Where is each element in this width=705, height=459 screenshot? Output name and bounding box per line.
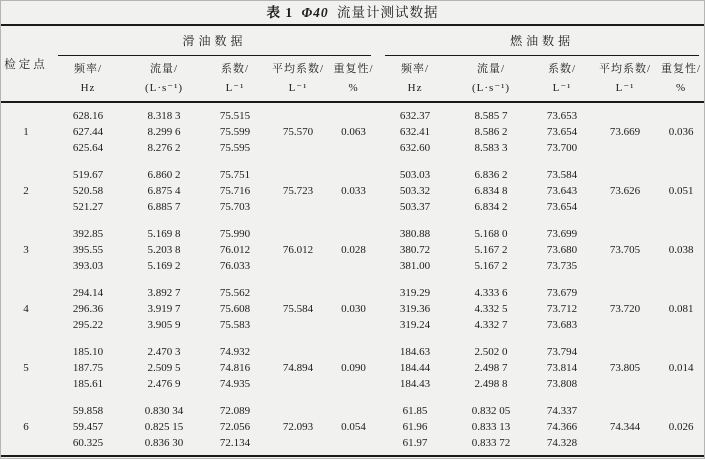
- cell-oil-coef: 72.134: [219, 437, 251, 449]
- cell-oil-rep: [329, 285, 378, 301]
- cell-fuel-avg: [594, 285, 656, 301]
- cell-fuel-avg: 73.805: [609, 362, 641, 374]
- cell-oil-coef: 75.515: [219, 110, 251, 122]
- spacer-cell: [1, 333, 705, 344]
- cell-fuel-rep: [656, 102, 705, 124]
- cell-oil-coef: 75.608: [219, 303, 251, 315]
- measurement-row-point-2: [1, 183, 705, 199]
- cell-fuel-avg: [594, 435, 656, 456]
- cell-oil-coef: 74.932: [219, 346, 251, 358]
- cell-oil-freq: 59.457: [72, 421, 104, 433]
- cell-fuel-freq: 61.96: [402, 421, 428, 433]
- cell-oil-avg: [267, 285, 329, 301]
- spacer-cell: [1, 156, 705, 167]
- cell-oil-avg: 74.894: [282, 362, 314, 374]
- cell-oil-freq: 395.55: [72, 244, 104, 256]
- cell-oil-avg: [267, 344, 329, 360]
- cell-oil-flow: 3.919 7: [147, 303, 181, 315]
- measurement-row-point-3: [1, 242, 705, 258]
- cell-fuel-freq: 61.97: [402, 437, 428, 449]
- measurement-row-point-1: [1, 124, 705, 140]
- fuel-flow-header: 流量/ (L·s⁻¹): [452, 56, 530, 102]
- cell-oil-flow: 5.169 8: [147, 228, 181, 240]
- measurement-row-point-6: [1, 419, 705, 435]
- cell-oil-coef: 74.816: [219, 362, 251, 374]
- cell-fuel-coef: 73.643: [546, 185, 578, 197]
- cell-fuel-coef: 73.699: [546, 228, 578, 240]
- spacer-cell: [1, 274, 705, 285]
- cell-oil-coef: 72.089: [219, 405, 251, 417]
- cell-oil-avg: [267, 199, 329, 215]
- group-header-fuel: [378, 25, 705, 56]
- cell-fuel-flow: 5.168 0: [474, 228, 508, 240]
- cell-oil-freq: 520.58: [72, 185, 104, 197]
- cell-oil-rep: [329, 317, 378, 333]
- block-spacer: [1, 333, 705, 344]
- cell-fuel-rep: 0.036: [668, 126, 694, 138]
- cell-fuel-rep: [656, 403, 705, 419]
- cell-fuel-rep: [656, 285, 705, 301]
- cell-fuel-freq: 503.32: [399, 185, 431, 197]
- cell-point: [1, 435, 51, 456]
- caption-table-number: 表 1: [266, 5, 294, 20]
- group-header-fuel-label: 燃油数据: [385, 32, 699, 56]
- oil-frequency-header: 频率/ Hz: [51, 56, 125, 102]
- cell-point: [1, 258, 51, 274]
- oil-flow-header: 流量/ (L·s⁻¹): [125, 56, 203, 102]
- cell-point: 1: [23, 126, 29, 138]
- cell-fuel-rep: 0.038: [668, 244, 694, 256]
- spacer-cell: [1, 215, 705, 226]
- cell-fuel-rep: [656, 435, 705, 456]
- cell-oil-avg: [267, 102, 329, 124]
- cell-oil-flow: 5.203 8: [147, 244, 181, 256]
- cell-oil-avg: 75.584: [282, 303, 314, 315]
- cell-fuel-coef: 74.337: [546, 405, 578, 417]
- cell-point: 4: [23, 303, 29, 315]
- cell-oil-rep: 0.028: [341, 244, 366, 256]
- cell-oil-avg: [267, 167, 329, 183]
- cell-oil-rep: [329, 226, 378, 242]
- cell-oil-rep: [329, 167, 378, 183]
- block-spacer: [1, 215, 705, 226]
- cell-point: [1, 317, 51, 333]
- cell-point: 2: [23, 185, 29, 197]
- cell-fuel-freq: 632.60: [399, 142, 431, 154]
- cell-fuel-rep: [656, 258, 705, 274]
- cell-oil-flow: 8.299 6: [147, 126, 181, 138]
- cell-oil-freq: 393.03: [72, 260, 104, 272]
- cell-oil-coef: 75.716: [219, 185, 251, 197]
- cell-fuel-avg: [594, 199, 656, 215]
- cell-oil-rep: 0.054: [341, 421, 366, 433]
- cell-oil-rep: [329, 435, 378, 456]
- cell-fuel-flow: 2.498 7: [474, 362, 508, 374]
- cell-fuel-coef: 73.794: [546, 346, 578, 358]
- measurement-row-point-2: [1, 167, 705, 183]
- cell-oil-coef: 75.703: [219, 201, 251, 213]
- cell-fuel-freq: 380.88: [399, 228, 431, 240]
- cell-fuel-flow: 4.332 5: [474, 303, 508, 315]
- cell-point: [1, 199, 51, 215]
- cell-fuel-rep: 0.051: [668, 185, 694, 197]
- cell-oil-flow: 6.860 2: [147, 169, 181, 181]
- measurement-row-point-4: [1, 285, 705, 301]
- cell-oil-rep: 0.033: [341, 185, 366, 197]
- cell-fuel-coef: 73.654: [546, 201, 578, 213]
- cell-fuel-avg: 74.344: [609, 421, 641, 433]
- spacer-cell: [1, 392, 705, 403]
- cell-fuel-coef: 73.584: [546, 169, 578, 181]
- measurement-row-point-2: [1, 199, 705, 215]
- cell-oil-coef: 75.583: [219, 319, 251, 331]
- cell-fuel-avg: [594, 344, 656, 360]
- measurement-row-point-3: [1, 226, 705, 242]
- cell-oil-freq: 296.36: [72, 303, 104, 315]
- cell-oil-flow: 8.276 2: [147, 142, 181, 154]
- cell-oil-flow: 0.830 34: [144, 405, 184, 417]
- cell-fuel-rep: 0.026: [668, 421, 694, 433]
- cell-fuel-avg: [594, 376, 656, 392]
- cell-fuel-rep: [656, 376, 705, 392]
- cell-oil-flow: 0.825 15: [144, 421, 184, 433]
- cell-oil-rep: 0.030: [341, 303, 366, 315]
- cell-fuel-freq: 381.00: [399, 260, 431, 272]
- cell-fuel-avg: [594, 140, 656, 156]
- measurement-row-point-6: [1, 403, 705, 419]
- measurement-row-point-6: [1, 435, 705, 456]
- cell-oil-coef: 76.012: [219, 244, 251, 256]
- cell-fuel-flow: 8.583 3: [474, 142, 508, 154]
- cell-fuel-freq: 632.41: [399, 126, 431, 138]
- cell-point: [1, 167, 51, 183]
- cell-fuel-coef: 74.328: [546, 437, 578, 449]
- cell-oil-coef: 74.935: [219, 378, 251, 390]
- table-body: [1, 102, 705, 456]
- cell-fuel-avg: 73.626: [609, 185, 641, 197]
- cell-oil-flow: 3.892 7: [147, 287, 181, 299]
- fuel-average-coefficient-header: 平均系数/ L⁻¹: [594, 56, 656, 102]
- measurement-row-point-3: [1, 258, 705, 274]
- cell-point: 3: [23, 244, 29, 256]
- cell-fuel-avg: 73.720: [609, 303, 641, 315]
- measurement-row-point-1: [1, 140, 705, 156]
- fuel-frequency-header: 频率/ Hz: [378, 56, 452, 102]
- cell-fuel-flow: 5.167 2: [474, 260, 508, 272]
- group-header-oil-label: 滑油数据: [58, 32, 371, 56]
- cell-fuel-rep: 0.081: [668, 303, 694, 315]
- cell-oil-freq: 519.67: [72, 169, 104, 181]
- cell-point: [1, 376, 51, 392]
- oil-repeatability-header: 重复性/ %: [329, 56, 378, 102]
- cell-oil-avg: [267, 317, 329, 333]
- cell-oil-freq: 295.22: [72, 319, 104, 331]
- block-spacer: [1, 274, 705, 285]
- cell-fuel-flow: 8.586 2: [474, 126, 508, 138]
- cell-oil-freq: 60.325: [72, 437, 104, 449]
- cell-fuel-coef: 74.366: [546, 421, 578, 433]
- cell-fuel-coef: 73.712: [546, 303, 578, 315]
- cell-oil-rep: [329, 403, 378, 419]
- measurement-row-point-4: [1, 317, 705, 333]
- cell-oil-rep: [329, 140, 378, 156]
- cell-fuel-freq: 319.36: [399, 303, 431, 315]
- cell-fuel-flow: 0.833 72: [471, 437, 511, 449]
- cell-fuel-freq: 184.44: [399, 362, 431, 374]
- cell-oil-avg: 72.093: [282, 421, 314, 433]
- cell-oil-flow: 5.169 2: [147, 260, 181, 272]
- cell-oil-avg: [267, 403, 329, 419]
- data-table: [1, 24, 705, 457]
- cell-oil-avg: [267, 258, 329, 274]
- cell-oil-freq: 625.64: [72, 142, 104, 154]
- cell-oil-freq: 185.61: [72, 378, 104, 390]
- cell-oil-coef: 72.056: [219, 421, 251, 433]
- cell-fuel-flow: 4.333 6: [474, 287, 508, 299]
- cell-oil-avg: [267, 140, 329, 156]
- cell-oil-freq: 627.44: [72, 126, 104, 138]
- cell-fuel-rep: [656, 317, 705, 333]
- cell-fuel-rep: [656, 344, 705, 360]
- table-caption: [1, 1, 704, 24]
- cell-oil-rep: [329, 376, 378, 392]
- cell-fuel-avg: [594, 258, 656, 274]
- cell-oil-coef: 75.751: [219, 169, 251, 181]
- cell-point: [1, 344, 51, 360]
- cell-oil-freq: 521.27: [72, 201, 104, 213]
- cell-fuel-flow: 6.834 8: [474, 185, 508, 197]
- cell-fuel-avg: 73.669: [609, 126, 641, 138]
- cell-oil-rep: [329, 344, 378, 360]
- cell-point: [1, 102, 51, 124]
- cell-fuel-freq: 319.29: [399, 287, 431, 299]
- cell-fuel-rep: [656, 226, 705, 242]
- cell-oil-freq: 392.85: [72, 228, 104, 240]
- cell-fuel-flow: 8.585 7: [474, 110, 508, 122]
- cell-fuel-freq: 380.72: [399, 244, 431, 256]
- cell-oil-rep: 0.090: [341, 362, 366, 374]
- caption-diameter-symbol: Φ40: [301, 5, 329, 20]
- cell-fuel-rep: [656, 199, 705, 215]
- cell-oil-coef: 75.990: [219, 228, 251, 240]
- fuel-coefficient-header: 系数/ L⁻¹: [530, 56, 594, 102]
- cell-fuel-avg: [594, 317, 656, 333]
- cell-fuel-flow: 2.502 0: [474, 346, 508, 358]
- cell-oil-flow: 2.509 5: [147, 362, 181, 374]
- cell-oil-rep: 0.063: [341, 126, 366, 138]
- measurement-row-point-5: [1, 360, 705, 376]
- oil-coefficient-header: 系数/ L⁻¹: [203, 56, 267, 102]
- caption-title-text: 流量计测试数据: [337, 5, 439, 20]
- cell-fuel-flow: 4.332 7: [474, 319, 508, 331]
- group-header-oil: [51, 25, 378, 56]
- cell-fuel-rep: 0.014: [668, 362, 694, 374]
- cell-oil-flow: 3.905 9: [147, 319, 181, 331]
- cell-oil-freq: 628.16: [72, 110, 104, 122]
- cell-fuel-freq: 61.85: [402, 405, 428, 417]
- block-spacer: [1, 156, 705, 167]
- cell-fuel-avg: [594, 403, 656, 419]
- cell-point: [1, 403, 51, 419]
- cell-oil-flow: 6.875 4: [147, 185, 181, 197]
- cell-fuel-flow: 0.832 05: [471, 405, 511, 417]
- cell-oil-flow: 6.885 7: [147, 201, 181, 213]
- cell-fuel-freq: 503.37: [399, 201, 431, 213]
- cell-oil-freq: 187.75: [72, 362, 104, 374]
- cell-fuel-flow: 6.834 2: [474, 201, 508, 213]
- group-header-row: [1, 25, 705, 56]
- cell-fuel-freq: 503.03: [399, 169, 431, 181]
- cell-point: [1, 226, 51, 242]
- cell-fuel-coef: 73.679: [546, 287, 578, 299]
- cell-fuel-freq: 319.24: [399, 319, 431, 331]
- cell-fuel-avg: 73.705: [609, 244, 641, 256]
- cell-point: 5: [23, 362, 29, 374]
- cell-fuel-freq: 632.37: [399, 110, 431, 122]
- cell-oil-freq: 59.858: [72, 405, 104, 417]
- oil-average-coefficient-header: 平均系数/ L⁻¹: [267, 56, 329, 102]
- cell-point: [1, 140, 51, 156]
- cell-fuel-coef: 73.808: [546, 378, 578, 390]
- cell-oil-coef: 75.599: [219, 126, 251, 138]
- cell-fuel-rep: [656, 140, 705, 156]
- cell-oil-flow: 8.318 3: [147, 110, 181, 122]
- measurement-row-point-5: [1, 344, 705, 360]
- cell-fuel-avg: [594, 226, 656, 242]
- cell-oil-rep: [329, 258, 378, 274]
- cell-oil-avg: [267, 376, 329, 392]
- cell-fuel-avg: [594, 102, 656, 124]
- cell-fuel-flow: 6.836 2: [474, 169, 508, 181]
- cell-oil-rep: [329, 199, 378, 215]
- cell-fuel-coef: 73.814: [546, 362, 578, 374]
- cell-fuel-coef: 73.680: [546, 244, 578, 256]
- cell-oil-avg: 75.570: [282, 126, 314, 138]
- cell-point: [1, 285, 51, 301]
- cell-fuel-coef: 73.683: [546, 319, 578, 331]
- cell-fuel-rep: [656, 167, 705, 183]
- cell-fuel-coef: 73.700: [546, 142, 578, 154]
- column-header-row: [1, 56, 705, 102]
- cell-fuel-avg: [594, 167, 656, 183]
- cell-fuel-flow: 2.498 8: [474, 378, 508, 390]
- measurement-row-point-4: [1, 301, 705, 317]
- cell-oil-avg: [267, 226, 329, 242]
- cell-fuel-freq: 184.43: [399, 378, 431, 390]
- cell-oil-coef: 76.033: [219, 260, 251, 272]
- cell-oil-flow: 2.470 3: [147, 346, 181, 358]
- cell-oil-rep: [329, 102, 378, 124]
- cell-oil-avg: 76.012: [282, 244, 314, 256]
- cell-oil-coef: 75.595: [219, 142, 251, 154]
- cell-fuel-flow: 0.833 13: [471, 421, 511, 433]
- cell-oil-avg: 75.723: [282, 185, 314, 197]
- cell-oil-avg: [267, 435, 329, 456]
- cell-fuel-coef: 73.653: [546, 110, 578, 122]
- block-spacer: [1, 392, 705, 403]
- cell-fuel-coef: 73.735: [546, 260, 578, 272]
- point-column-header: 检定点: [1, 25, 51, 102]
- cell-oil-freq: 185.10: [72, 346, 104, 358]
- cell-oil-freq: 294.14: [72, 287, 104, 299]
- measurement-row-point-5: [1, 376, 705, 392]
- cell-fuel-freq: 184.63: [399, 346, 431, 358]
- cell-oil-coef: 75.562: [219, 287, 251, 299]
- cell-fuel-coef: 73.654: [546, 126, 578, 138]
- table-header: [1, 25, 705, 102]
- cell-oil-flow: 0.836 30: [144, 437, 184, 449]
- cell-point: 6: [23, 421, 29, 433]
- cell-fuel-flow: 5.167 2: [474, 244, 508, 256]
- measurement-row-point-1: [1, 102, 705, 124]
- fuel-repeatability-header: 重复性/ %: [656, 56, 705, 102]
- cell-oil-flow: 2.476 9: [147, 378, 181, 390]
